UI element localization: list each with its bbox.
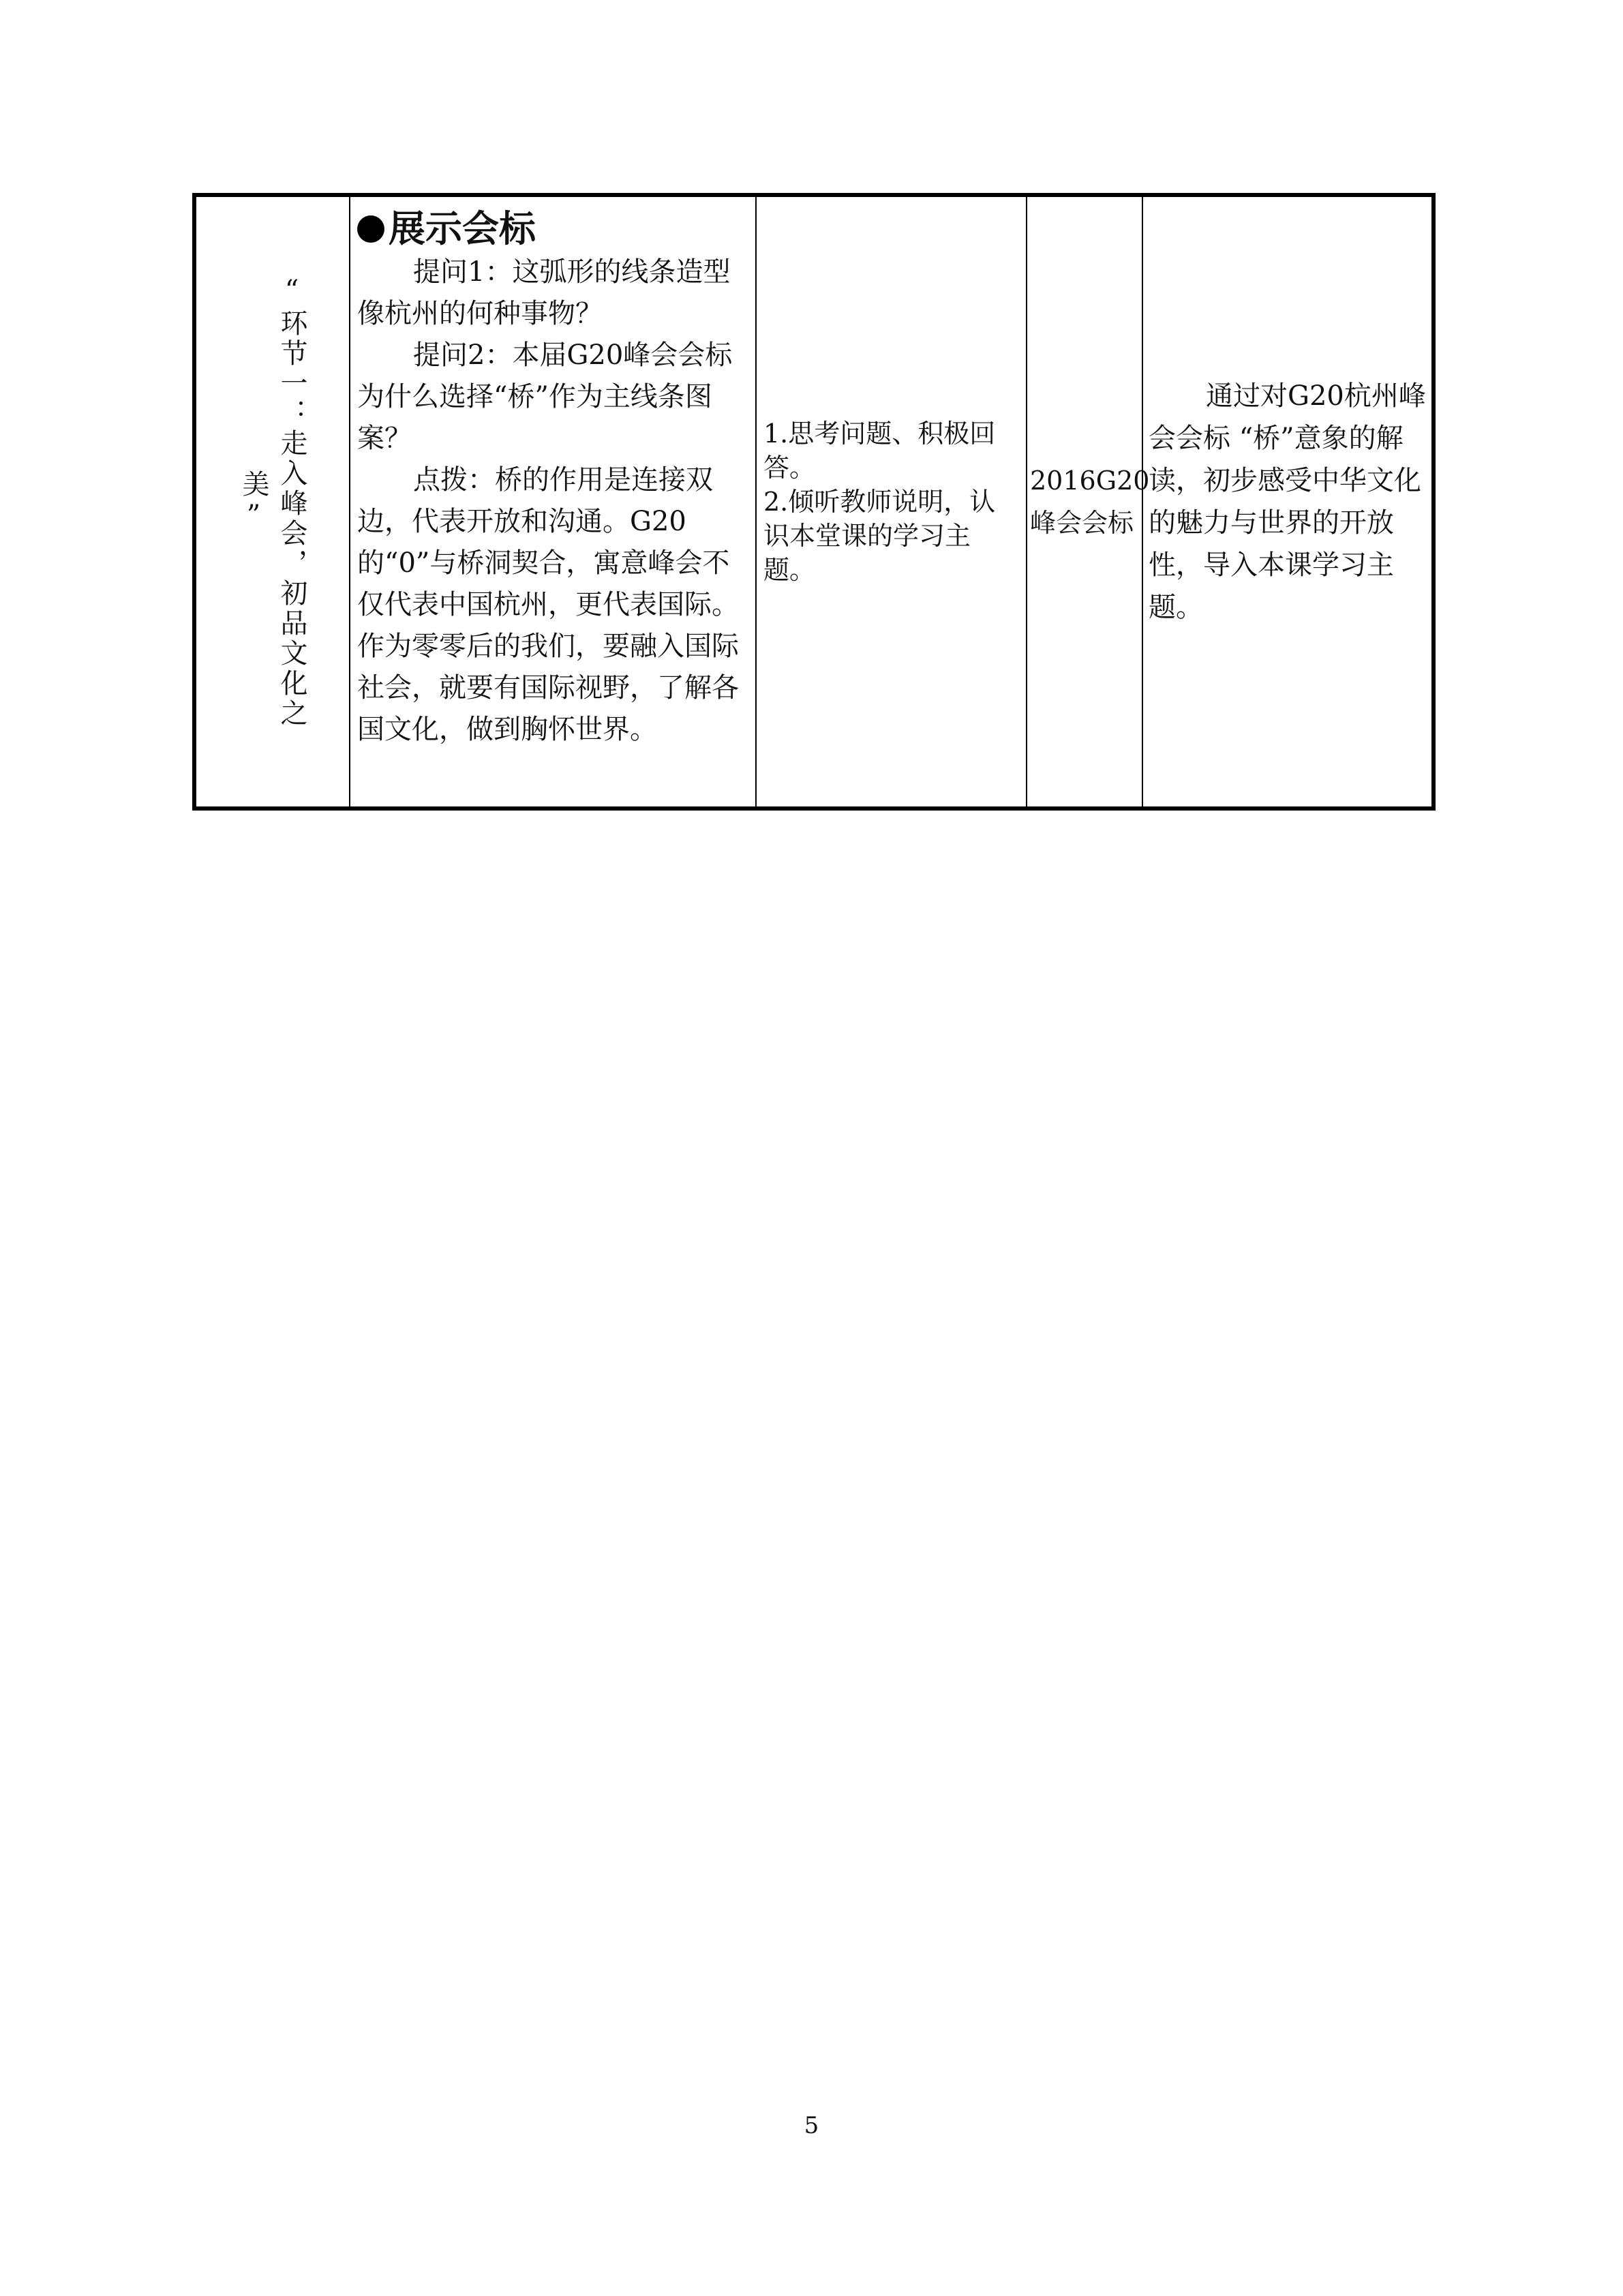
stage-title: “环节一：走入峰会，初品文化之美” [238, 275, 307, 729]
student-activity-1: 1.思考问题、积极回答。 [763, 419, 996, 483]
question-2: 提问2：本届G20峰会会标为什么选择“桥”作为主线条图案？ [357, 339, 733, 454]
purpose-text: 通过对G20杭州峰会会标 “桥”意象的解读，初步感受中华文化的魅力与世界的开放性，导入本课学习主题。 [1149, 380, 1426, 623]
teacher-activity-cell [350, 195, 756, 809]
lesson-plan-table [192, 193, 1436, 811]
student-activity-cell [756, 195, 1027, 809]
purpose-cell [1142, 195, 1434, 809]
table-row [194, 195, 1434, 809]
bullet-icon [357, 215, 384, 243]
media-cell [1027, 195, 1150, 809]
section-heading-text: 展示会标 [389, 207, 536, 250]
section-heading [357, 207, 748, 252]
page-number: 5 [804, 2112, 819, 2139]
question-1: 提问1：这弧形的线条造型像杭州的何种事物？ [357, 256, 731, 329]
stage-cell [194, 195, 350, 809]
media-text: 2016G20峰会会标 [1030, 466, 1150, 538]
guidance-text: 点拨：桥的作用是连接双边，代表开放和沟通。G20的“0”与桥洞契合，寓意峰会不仅代表中国杭州，更代表国际。作为零零后的我们，要融入国际社会，就要有国际视野，了解各国文化，做到胸怀世界。 [357, 464, 739, 745]
student-activity-2: 2.倾听教师说明，认识本堂课的学习主题。 [763, 487, 996, 585]
